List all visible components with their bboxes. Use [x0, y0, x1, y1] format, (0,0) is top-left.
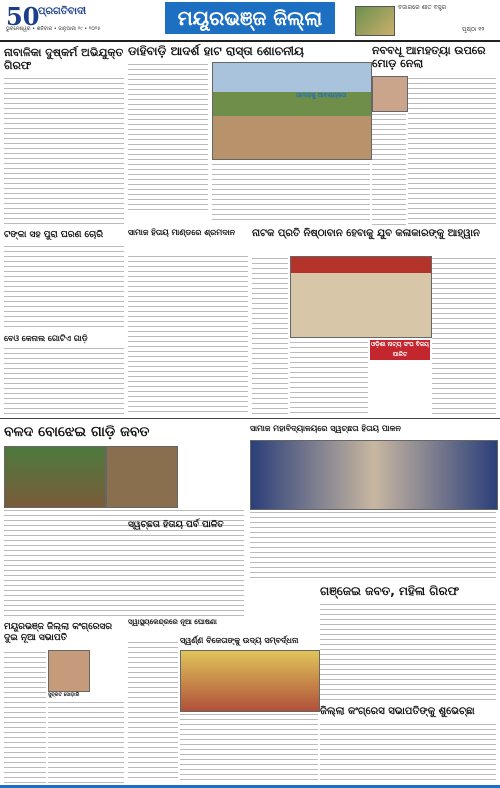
students-photo [250, 440, 498, 510]
story-headline: ଟଙ୍କା ସହ ପୁରା ଘରଣ ଚୋରି [4, 230, 104, 240]
story-body [320, 722, 496, 782]
story-body [128, 640, 178, 780]
story-body [4, 76, 124, 226]
story-headline: ବେଓ କେନାଲ ଗୋଟିଏ ଗାଡ଼ି [4, 334, 88, 343]
section-title: ମୟୂରଭଞ୍ଜ ଜିଲ୍ଲା [165, 2, 335, 34]
cart-photo [4, 446, 106, 508]
story-body [4, 650, 46, 784]
story-headline: ମୟୂରଭଞ୍ଜ ଜିଲ୍ଲା କଂଗ୍ରେସର ଦୁଇ ନୂଆ ସଭାପତି [4, 622, 113, 643]
story-headline: ନାବାଳିକା ଦୁଷ୍କର୍ମ ଅଭିଯୁକ୍ତ ଗିରଫ [4, 46, 124, 72]
page-number: ପୃଷ୍ଠା ୧୨ [462, 26, 485, 33]
story-headline: ଗଞ୍ଜେଇ ଜବତ, ମହିଳା ଗିରଫ [320, 584, 460, 598]
story-body [128, 62, 208, 212]
highlight-box: ଓଡ଼ିଶା ନାଟ୍ୟ ସଂଘ ବିଜୟ ପାଳିତ [371, 341, 429, 358]
portrait-photo [372, 76, 408, 112]
event-photo [290, 256, 432, 338]
masthead [0, 0, 500, 42]
masthead-thumbnail-photo [355, 6, 395, 36]
award-photo [180, 650, 320, 712]
story-body [128, 254, 248, 414]
story-headline: ଜିଲ୍ଲା କଂଗ୍ରେସ ସଭାପତିଙ୍କୁ ଶୁଭେଚ୍ଛା [320, 706, 475, 717]
story-headline: ସାମାଜ ମହାବିଦ୍ୟାଳୟରେ ସ୍ୱଚ୍ଛତା ହିତାୟ ପାଳନ [250, 424, 401, 433]
story-headline: ନବବଧୂ ଆମହତ୍ୟା ଉପରେ ମୋଡ଼ ନେଲା [372, 44, 486, 70]
story-body [290, 340, 368, 416]
photo-caption: ସୁବ୍ରତ ସୋଡ଼ାରି [48, 692, 80, 698]
story-body [320, 602, 496, 702]
story-body [372, 112, 406, 226]
road-photo [212, 62, 372, 160]
story-headline: ସ୍ୱର୍ଣ୍ଣ ବିଜେତାଙ୍କୁ ଉଦ୍ୟ ସମ୍ବର୍ଦ୍ଧନା [180, 636, 299, 645]
story-body [212, 162, 370, 222]
story-headline: ସାମାଜକୁ ଆବଶ୍ୟକତା [296, 92, 347, 99]
story-body [252, 256, 288, 416]
story-headline: ସ୍ୱାସ୍ଥ୍ୟକେନ୍ଦ୍ରରେ ନୂଆ ଘୋଷଣା [128, 618, 217, 626]
cattle-photo [106, 446, 178, 508]
corner-tag: ବଜାରରେ ଶୀତ ବସ୍ତ୍ର [398, 4, 447, 11]
story-body [250, 510, 496, 580]
dateline: ଭୁବନେଶ୍ୱର • ଶନିବାର • ଜାନୁଆରୀ ୨୯ • ୨୦୨୫ [6, 26, 101, 32]
story-headline: ବଳଦ ବୋଝେଇ ଗାଡ଼ି ଜବତ [4, 424, 150, 440]
story-headline: ସାମାଜ ହିତାୟ ମାଣ୍ଡରେ ଶ୍ରମଦାନ [128, 228, 236, 237]
newspaper-logo: 50 [6, 2, 40, 31]
story-body [408, 76, 496, 226]
story-body [180, 712, 318, 782]
story-body [4, 244, 124, 328]
story-headline: ଡାହିବାଡ଼ି ଆଦର୍ଶ ହାଟ ରାସ୍ତା ଶୋଚନୀୟ [128, 44, 304, 58]
section-divider [0, 418, 500, 419]
portrait-photo [48, 650, 90, 692]
story-headline: ନାଟକ ପ୍ରତି ନିଷ୍ଠାବାନ ହେବାକୁ ଯୁବ କଳାକାରଙ୍କୁ ଆହ୍ୱାନ [252, 228, 480, 239]
newspaper-name: ପ୍ରଗତିବାଦୀ [38, 6, 87, 17]
story-body [48, 700, 124, 784]
story-body [432, 256, 496, 416]
story-headline: ସ୍ୱଚ୍ଛତା ହିତାୟ ପର୍ବ ପାଳିତ [128, 520, 224, 530]
story-body [4, 346, 124, 414]
